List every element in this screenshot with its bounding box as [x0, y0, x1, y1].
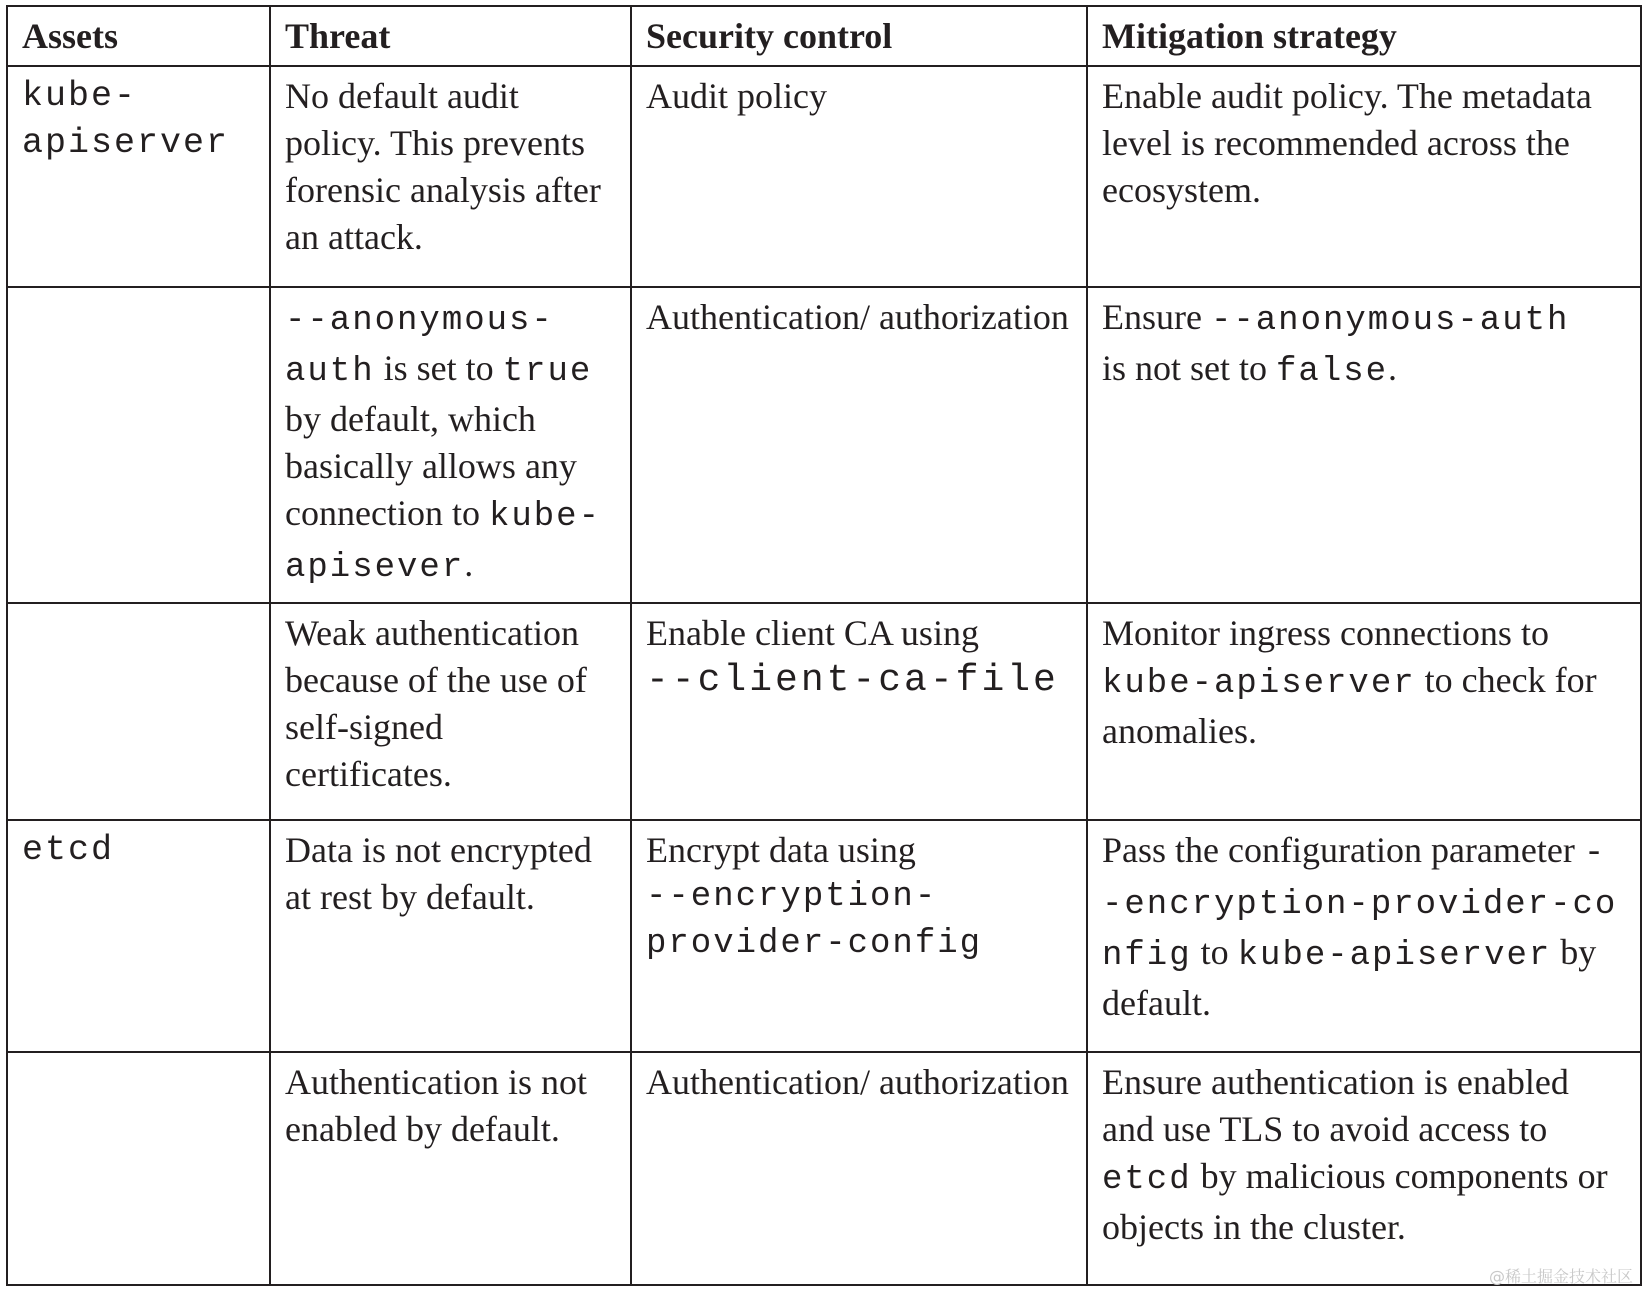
header-threat: Threat: [270, 6, 631, 66]
code-value: true: [502, 353, 593, 391]
mitigation-cell: Enable audit policy. The metadata level is recommended across the ecosystem.: [1087, 66, 1641, 287]
asset-cell: [7, 287, 270, 603]
asset-cell: [7, 66, 270, 287]
code-flag: --anonymous-auth: [1210, 302, 1570, 340]
header-security-control: Security control: [631, 6, 1087, 66]
mitigation-text: .: [1388, 348, 1398, 388]
header-mitigation-strategy: Mitigation strategy: [1087, 6, 1641, 66]
asset-cell: [7, 820, 270, 1052]
header-row: [7, 6, 1641, 66]
mitigation-text: Ensure: [1102, 297, 1211, 337]
watermark: @稀土掘金技术社区: [1488, 1267, 1633, 1286]
mitigation-text: by malicious components or objects in the cluster.: [1102, 1156, 1608, 1247]
asset-cell: [7, 1052, 270, 1285]
mitigation-text: Pass the configuration parameter: [1102, 830, 1584, 870]
table-row: [7, 287, 1641, 603]
threat-cell: [270, 287, 631, 603]
code-flag: --client-ca-file: [646, 659, 1059, 702]
mitigation-text: to: [1191, 932, 1238, 972]
mitigation-text: to check for anomalies.: [1102, 660, 1597, 751]
asset-cell: [7, 603, 270, 820]
table-row: [7, 66, 1641, 287]
code-flag: --encryption-: [646, 878, 938, 916]
control-cell: [631, 820, 1087, 1052]
threat-cell: No default audit policy. This prevents forensic analysis after an attack.: [270, 66, 631, 287]
mitigation-text: by default.: [1102, 932, 1597, 1023]
asset-name-line: kube-: [22, 76, 138, 116]
control-cell: Authentication/ authorization: [631, 1052, 1087, 1285]
code-flag: --anonymous-: [285, 302, 554, 340]
mitigation-text: is not set to: [1102, 348, 1277, 388]
code-flag: --encryption-provider-config: [1102, 835, 1618, 975]
code-component: kube-apiserver: [1102, 665, 1416, 703]
threat-cell: Weak authentication because of the use of self-signed certificates.: [270, 603, 631, 820]
control-cell: Audit policy: [631, 66, 1087, 287]
threat-text: by default, which basically allows any connection to: [285, 399, 577, 533]
threat-mitigation-table: [6, 5, 1642, 1286]
code-component: kube-apisever: [285, 498, 601, 587]
mitigation-text: Ensure authentication is enabled and use TLS to avoid access to: [1102, 1062, 1569, 1149]
control-text: Enable client CA using: [646, 613, 979, 653]
table-row: [7, 603, 1641, 820]
asset-name: etcd: [22, 830, 115, 870]
code-component: etcd: [1102, 1161, 1192, 1199]
table-row: [7, 820, 1641, 1052]
control-cell: [631, 603, 1087, 820]
code-flag: auth: [285, 353, 375, 391]
threat-cell: Authentication is not enabled by default.: [270, 1052, 631, 1285]
threat-cell: Data is not encrypted at rest by default.: [270, 820, 631, 1052]
mitigation-cell: [1087, 603, 1641, 820]
threat-text: .: [464, 544, 474, 584]
threat-text: is set to: [374, 348, 503, 388]
code-flag: provider-config: [646, 925, 983, 963]
mitigation-text: Monitor ingress connections to: [1102, 613, 1549, 653]
asset-name-line: apiserver: [22, 123, 230, 163]
code-component: kube-apiserver: [1237, 937, 1552, 975]
mitigation-cell: [1087, 1052, 1641, 1285]
mitigation-cell: [1087, 287, 1641, 603]
control-text: Encrypt data using: [646, 830, 916, 870]
mitigation-cell: [1087, 820, 1641, 1052]
header-assets: Assets: [7, 6, 270, 66]
control-cell: Authentication/ authorization: [631, 287, 1087, 603]
table-row: [7, 1052, 1641, 1285]
code-value: false: [1276, 353, 1389, 391]
